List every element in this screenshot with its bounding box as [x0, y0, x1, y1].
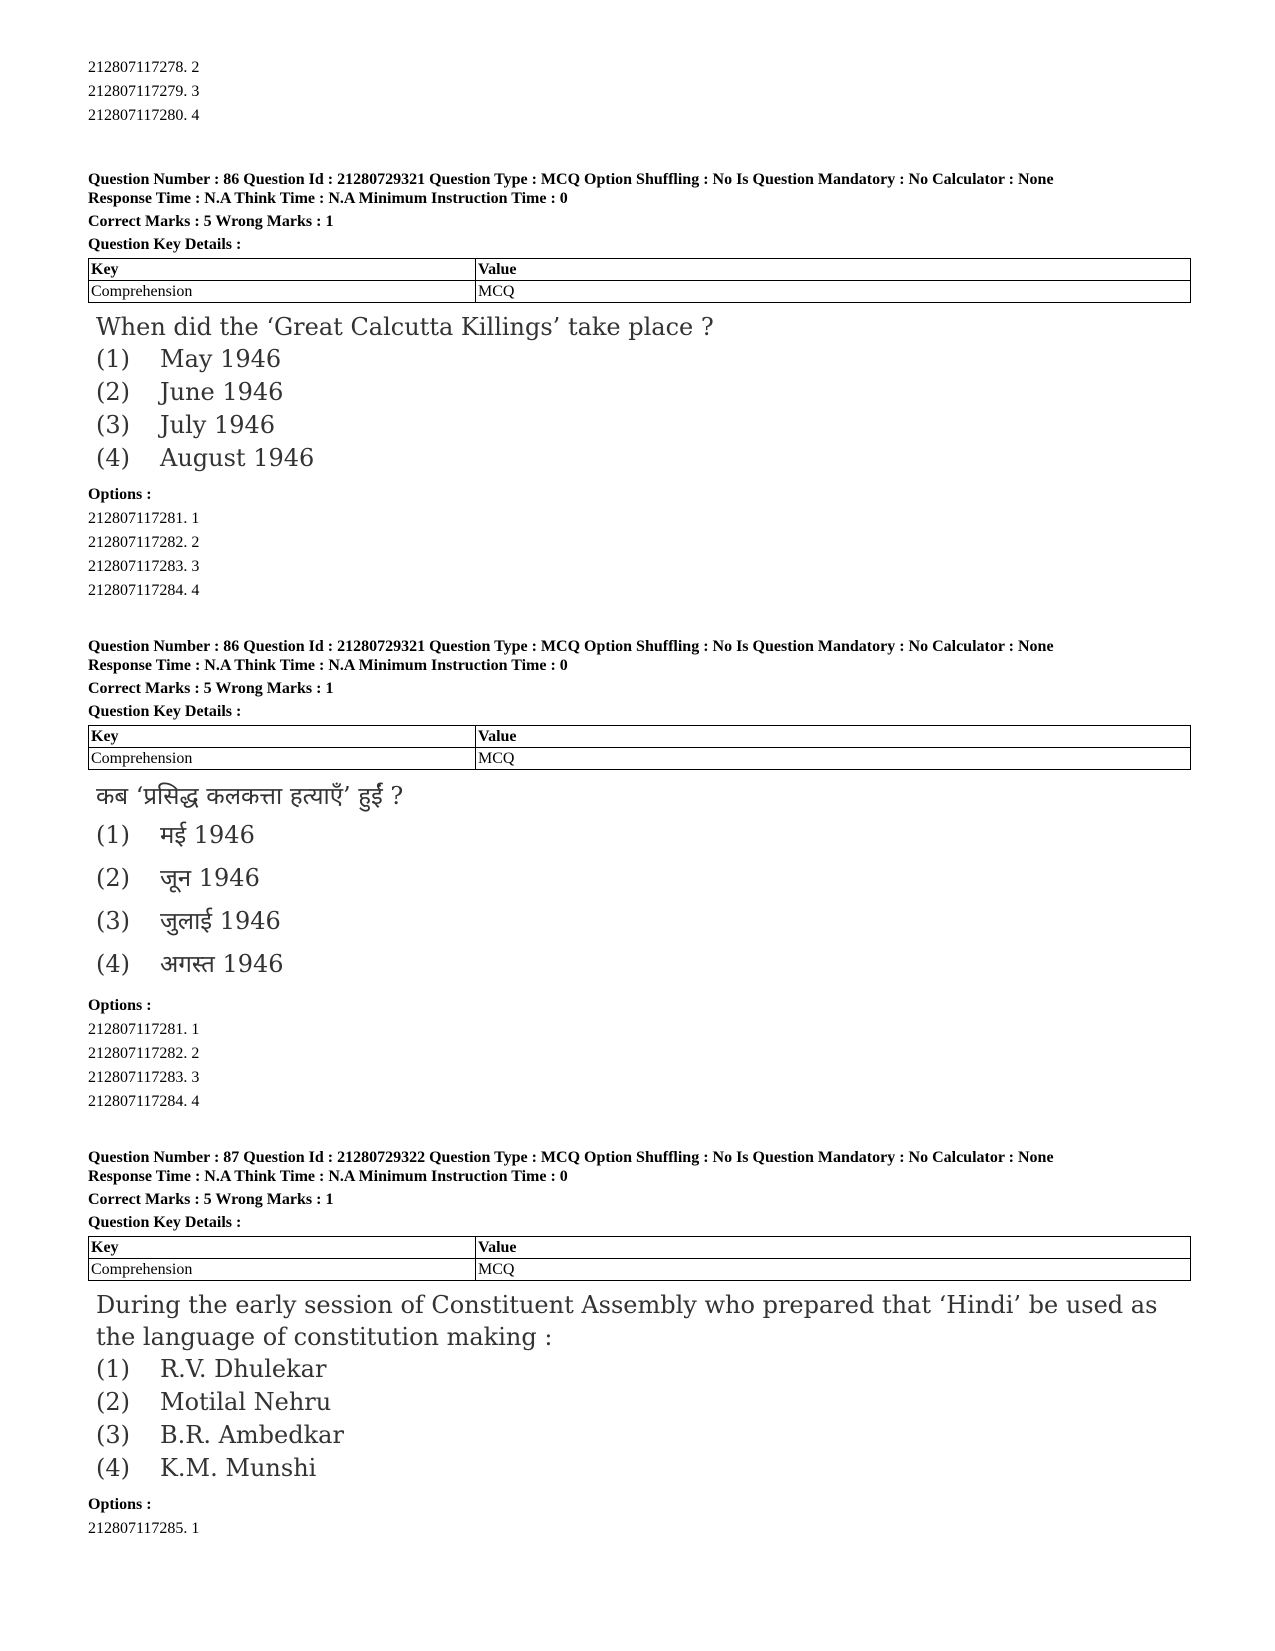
options-label: Options :: [88, 1496, 152, 1513]
table-row: [89, 281, 1191, 303]
option-id-line: 212807117278. 2: [88, 59, 200, 76]
question-meta-line: Question Number : 86 Question Id : 21280729321 Question Type : MCQ Option Shuffling : No Is Question Mandatory : No Calculator : None: [88, 638, 1054, 655]
key-cell: Comprehension: [89, 748, 476, 770]
choice-text: जून 1946: [160, 864, 260, 892]
value-cell: MCQ: [476, 1259, 1191, 1281]
choice-text: August 1946: [160, 444, 315, 472]
question-content: [88, 1289, 1188, 1485]
options-label: Options :: [88, 997, 152, 1014]
key-header: Key: [89, 726, 476, 748]
choice-number: (3): [96, 411, 130, 439]
response-time-line: Response Time : N.A Think Time : N.A Minimum Instruction Time : 0: [88, 190, 568, 207]
question-block-87-english: [88, 1148, 1188, 1541]
answer-choice: [88, 857, 1188, 900]
value-header: Value: [476, 1237, 1191, 1259]
choice-text: B.R. Ambedkar: [160, 1421, 344, 1449]
option-id-line: 212807117282. 2: [88, 534, 200, 551]
answer-choice: [88, 1386, 1188, 1419]
option-id-line: 212807117283. 3: [88, 1069, 200, 1086]
question-block-86-hindi: [88, 637, 1188, 1114]
document-page: [88, 56, 1188, 1541]
key-details-label: Question Key Details :: [88, 236, 242, 253]
table-header-row: [89, 259, 1191, 281]
key-details-label: Question Key Details :: [88, 703, 242, 720]
answer-choice: [88, 376, 1188, 409]
key-details-table: [88, 258, 1191, 303]
choice-number: (3): [96, 907, 130, 935]
answer-choice: [88, 1353, 1188, 1386]
response-time-line: Response Time : N.A Think Time : N.A Minimum Instruction Time : 0: [88, 1168, 568, 1185]
key-cell: Comprehension: [89, 281, 476, 303]
marks-line: Correct Marks : 5 Wrong Marks : 1: [88, 213, 334, 230]
table-row: [89, 1259, 1191, 1281]
choice-number: (4): [96, 444, 130, 472]
table-row: [89, 748, 1191, 770]
answer-choice: [88, 442, 1188, 475]
choice-number: (1): [96, 345, 130, 373]
key-header: Key: [89, 259, 476, 281]
marks-line: Correct Marks : 5 Wrong Marks : 1: [88, 680, 334, 697]
choice-text: July 1946: [160, 411, 276, 439]
value-header: Value: [476, 726, 1191, 748]
question-stem: During the early session of Constituent Assembly who prepared that ‘Hindi’ be used as the language of constitution making :: [96, 1291, 1158, 1351]
option-id-line: 212807117282. 2: [88, 1045, 200, 1062]
table-header-row: [89, 726, 1191, 748]
option-id-line: 212807117281. 1: [88, 1021, 200, 1038]
key-cell: Comprehension: [89, 1259, 476, 1281]
value-header: Value: [476, 259, 1191, 281]
answer-choice: [88, 1452, 1188, 1485]
value-cell: MCQ: [476, 748, 1191, 770]
answer-choice: [88, 943, 1188, 986]
option-id-line: 212807117279. 3: [88, 83, 200, 100]
key-details-table: [88, 1236, 1191, 1281]
question-stem: When did the ‘Great Calcutta Killings’ take place ?: [96, 313, 714, 341]
choice-number: (1): [96, 821, 130, 849]
question-stem: कब ‘प्रसिद्ध कलकत्ता हत्याएँ’ हुईं ?: [96, 782, 404, 810]
choice-number: (4): [96, 950, 130, 978]
choice-text: अगस्त 1946: [160, 950, 284, 978]
answer-choice: [88, 814, 1188, 857]
option-id-line: 212807117280. 4: [88, 107, 200, 124]
question-meta-line: Question Number : 87 Question Id : 21280729322 Question Type : MCQ Option Shuffling : No Is Question Mandatory : No Calculator : None: [88, 1149, 1054, 1166]
key-details-table: [88, 725, 1191, 770]
option-id-line: 212807117284. 4: [88, 582, 200, 599]
marks-line: Correct Marks : 5 Wrong Marks : 1: [88, 1191, 334, 1208]
choice-number: (4): [96, 1454, 130, 1482]
answer-choice: [88, 1419, 1188, 1452]
key-header: Key: [89, 1237, 476, 1259]
question-content: [88, 311, 1188, 475]
choice-number: (2): [96, 864, 130, 892]
response-time-line: Response Time : N.A Think Time : N.A Minimum Instruction Time : 0: [88, 657, 568, 674]
choice-number: (2): [96, 378, 130, 406]
previous-question-options: [88, 56, 1188, 128]
choice-number: (1): [96, 1355, 130, 1383]
choice-text: K.M. Munshi: [160, 1454, 317, 1482]
answer-choice: [88, 409, 1188, 442]
choice-number: (2): [96, 1388, 130, 1416]
value-cell: MCQ: [476, 281, 1191, 303]
key-details-label: Question Key Details :: [88, 1214, 242, 1231]
options-label: Options :: [88, 486, 152, 503]
choice-text: मई 1946: [160, 821, 255, 849]
choice-text: R.V. Dhulekar: [160, 1355, 327, 1383]
table-header-row: [89, 1237, 1191, 1259]
option-id-line: 212807117283. 3: [88, 558, 200, 575]
answer-choice: [88, 343, 1188, 376]
option-id-line: 212807117281. 1: [88, 510, 200, 527]
question-meta-line: Question Number : 86 Question Id : 21280729321 Question Type : MCQ Option Shuffling : No Is Question Mandatory : No Calculator : None: [88, 171, 1054, 188]
choice-text: June 1946: [160, 378, 284, 406]
choice-number: (3): [96, 1421, 130, 1449]
choice-text: Motilal Nehru: [160, 1388, 332, 1416]
choice-text: May 1946: [160, 345, 282, 373]
question-block-86-english: [88, 170, 1188, 603]
option-id-line: 212807117284. 4: [88, 1093, 200, 1110]
option-id-line: 212807117285. 1: [88, 1520, 200, 1537]
answer-choice: [88, 900, 1188, 943]
question-content: [88, 778, 1188, 986]
choice-text: जुलाई 1946: [160, 907, 281, 935]
